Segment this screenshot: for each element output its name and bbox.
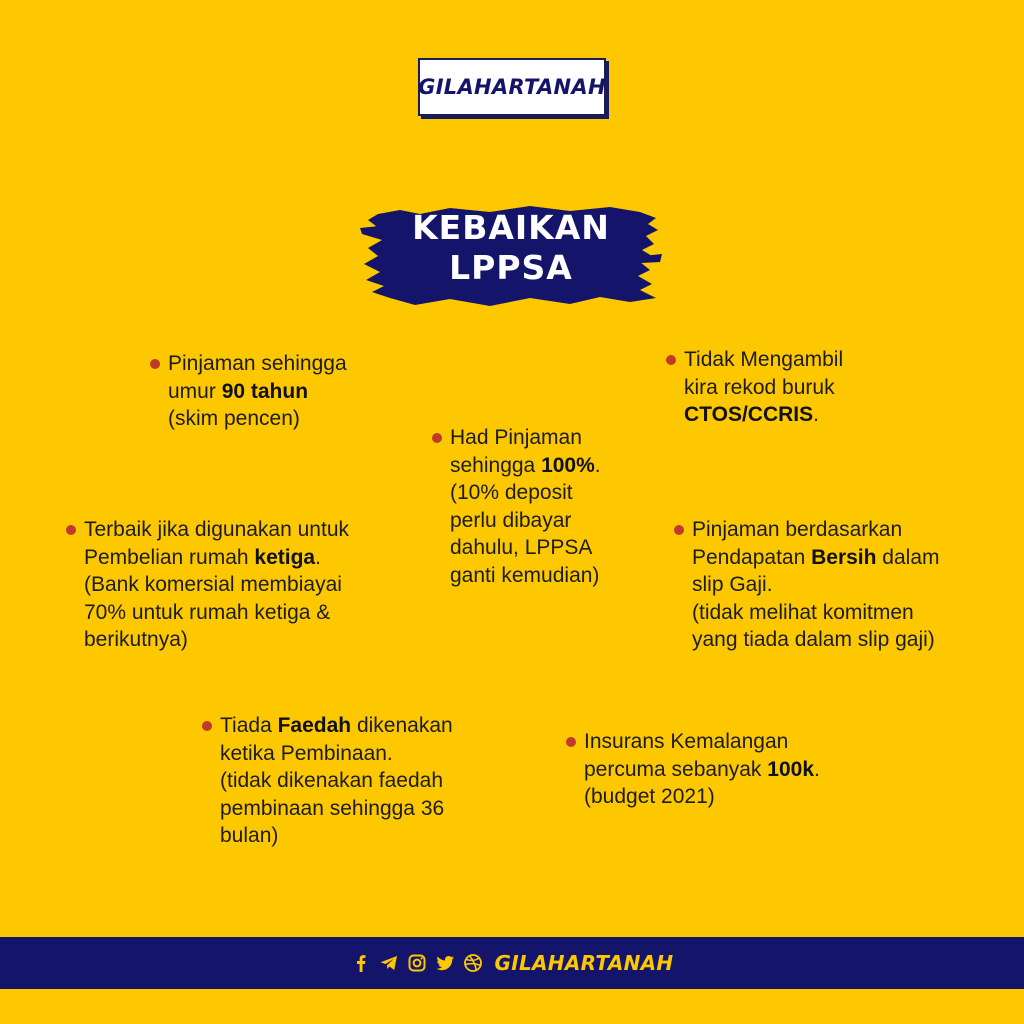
benefit-text: Pinjaman sehingga [168, 352, 347, 375]
benefit-line [84, 544, 349, 572]
benefit-item [150, 350, 347, 433]
benefit-item [202, 712, 453, 850]
benefit-text: . [315, 545, 321, 569]
benefit-line [450, 534, 601, 562]
benefit-line [84, 599, 349, 627]
benefit-text: ganti kemudian) [450, 563, 600, 587]
bullet-dot [666, 355, 676, 365]
benefit-line [692, 516, 940, 544]
title-line-2: LPPSA [449, 248, 573, 287]
benefit-text: (tidak melihat komitmen [692, 600, 914, 624]
benefit-text: perlu dibayar [450, 508, 572, 532]
benefit-line [692, 571, 940, 599]
benefit-highlight: CTOS/CCRIS [684, 403, 814, 426]
benefit-text: (tidak dikenakan faedah [220, 769, 443, 792]
benefit-line [684, 346, 843, 374]
bullet-dot [202, 721, 212, 731]
benefit-line [450, 479, 601, 507]
benefit-item [674, 516, 940, 654]
benefit-highlight: Faedah [277, 714, 352, 737]
benefit-line [220, 822, 453, 850]
benefit-text: (budget 2021) [584, 785, 715, 808]
benefit-line [168, 350, 347, 378]
benefit-text: percuma sebanyak [584, 757, 768, 781]
benefit-line [584, 783, 820, 811]
benefit-line [692, 626, 940, 654]
bullet-dot [66, 525, 76, 535]
benefit-item [432, 424, 601, 589]
footer-brand-name: GILAHARTANAH [494, 951, 674, 975]
benefit-line [220, 767, 453, 795]
benefit-line [584, 728, 820, 756]
social-icons [351, 953, 483, 973]
benefit-text: Had Pinjaman [450, 426, 582, 449]
benefit-text: Pendapatan [692, 545, 812, 569]
benefit-line [684, 401, 843, 429]
benefit-text: sehingga [450, 453, 542, 477]
benefit-line [684, 374, 843, 402]
facebook-icon[interactable] [351, 953, 371, 973]
twitter-icon[interactable] [435, 953, 455, 973]
benefit-line [168, 378, 347, 406]
dribbble-icon[interactable] [463, 953, 483, 973]
benefit-text: . [813, 403, 819, 426]
benefit-line [84, 626, 349, 654]
benefit-line [450, 424, 601, 452]
benefit-line [450, 562, 601, 590]
benefit-line [168, 405, 347, 433]
benefit-text: Tiada [220, 714, 278, 737]
benefit-item [566, 728, 820, 811]
benefit-text: (skim pencen) [168, 407, 300, 430]
benefit-text: (10% deposit [450, 481, 573, 504]
benefit-text: umur [168, 379, 222, 403]
benefit-text: dikenakan [351, 714, 453, 737]
benefit-text: (Bank komersial membiayai [84, 573, 342, 596]
benefit-text: Insurans Kemalangan [584, 730, 789, 753]
bullet-dot [566, 737, 576, 747]
benefit-line [84, 571, 349, 599]
benefit-highlight: Bersih [811, 545, 877, 569]
benefit-text: Tidak Mengambil [684, 348, 844, 371]
benefit-text: . [814, 757, 820, 781]
benefit-line [450, 452, 601, 480]
benefit-line [220, 740, 453, 768]
bullet-dot [674, 525, 684, 535]
benefit-line [692, 544, 940, 572]
benefit-text: bulan) [220, 824, 279, 847]
brand-logo-text: GILAHARTANAH [418, 75, 606, 99]
benefit-line [84, 516, 349, 544]
footer-bar [0, 937, 1024, 989]
telegram-icon[interactable] [379, 953, 399, 973]
benefit-highlight: 90 tahun [221, 379, 309, 403]
bullet-dot [432, 433, 442, 443]
benefit-text: Pembelian rumah [84, 545, 255, 569]
benefit-line [220, 712, 453, 740]
benefit-text: Pinjaman berdasarkan [692, 518, 903, 541]
benefit-highlight: 100% [541, 453, 595, 477]
benefit-line [584, 756, 820, 784]
benefit-text: . [594, 453, 601, 477]
brand-logo [418, 58, 606, 116]
benefit-line [692, 599, 940, 627]
benefit-text: yang tiada dalam slip gaji) [692, 628, 935, 651]
bullet-dot [150, 359, 160, 369]
benefit-text: ketika Pembinaan. [220, 741, 393, 765]
benefit-text: dalam [876, 545, 940, 569]
benefit-text: dahulu, LPPSA [450, 536, 593, 559]
title-line-1: KEBAIKAN [412, 208, 610, 247]
page-title [360, 208, 662, 288]
benefit-item [66, 516, 349, 654]
benefit-highlight: 100k [767, 757, 814, 781]
benefit-highlight: ketiga [254, 545, 316, 569]
benefit-line [450, 507, 601, 535]
benefit-text: slip Gaji. [692, 573, 773, 596]
benefit-line [220, 795, 453, 823]
instagram-icon[interactable] [407, 953, 427, 973]
benefit-text: berikutnya) [84, 628, 188, 651]
benefit-text: kira rekod buruk [684, 375, 835, 399]
benefit-text: Terbaik jika digunakan untuk [84, 518, 350, 541]
benefit-item [666, 346, 843, 429]
benefit-text: pembinaan sehingga 36 [220, 796, 445, 820]
benefit-text: 70% untuk rumah ketiga & [84, 600, 331, 624]
